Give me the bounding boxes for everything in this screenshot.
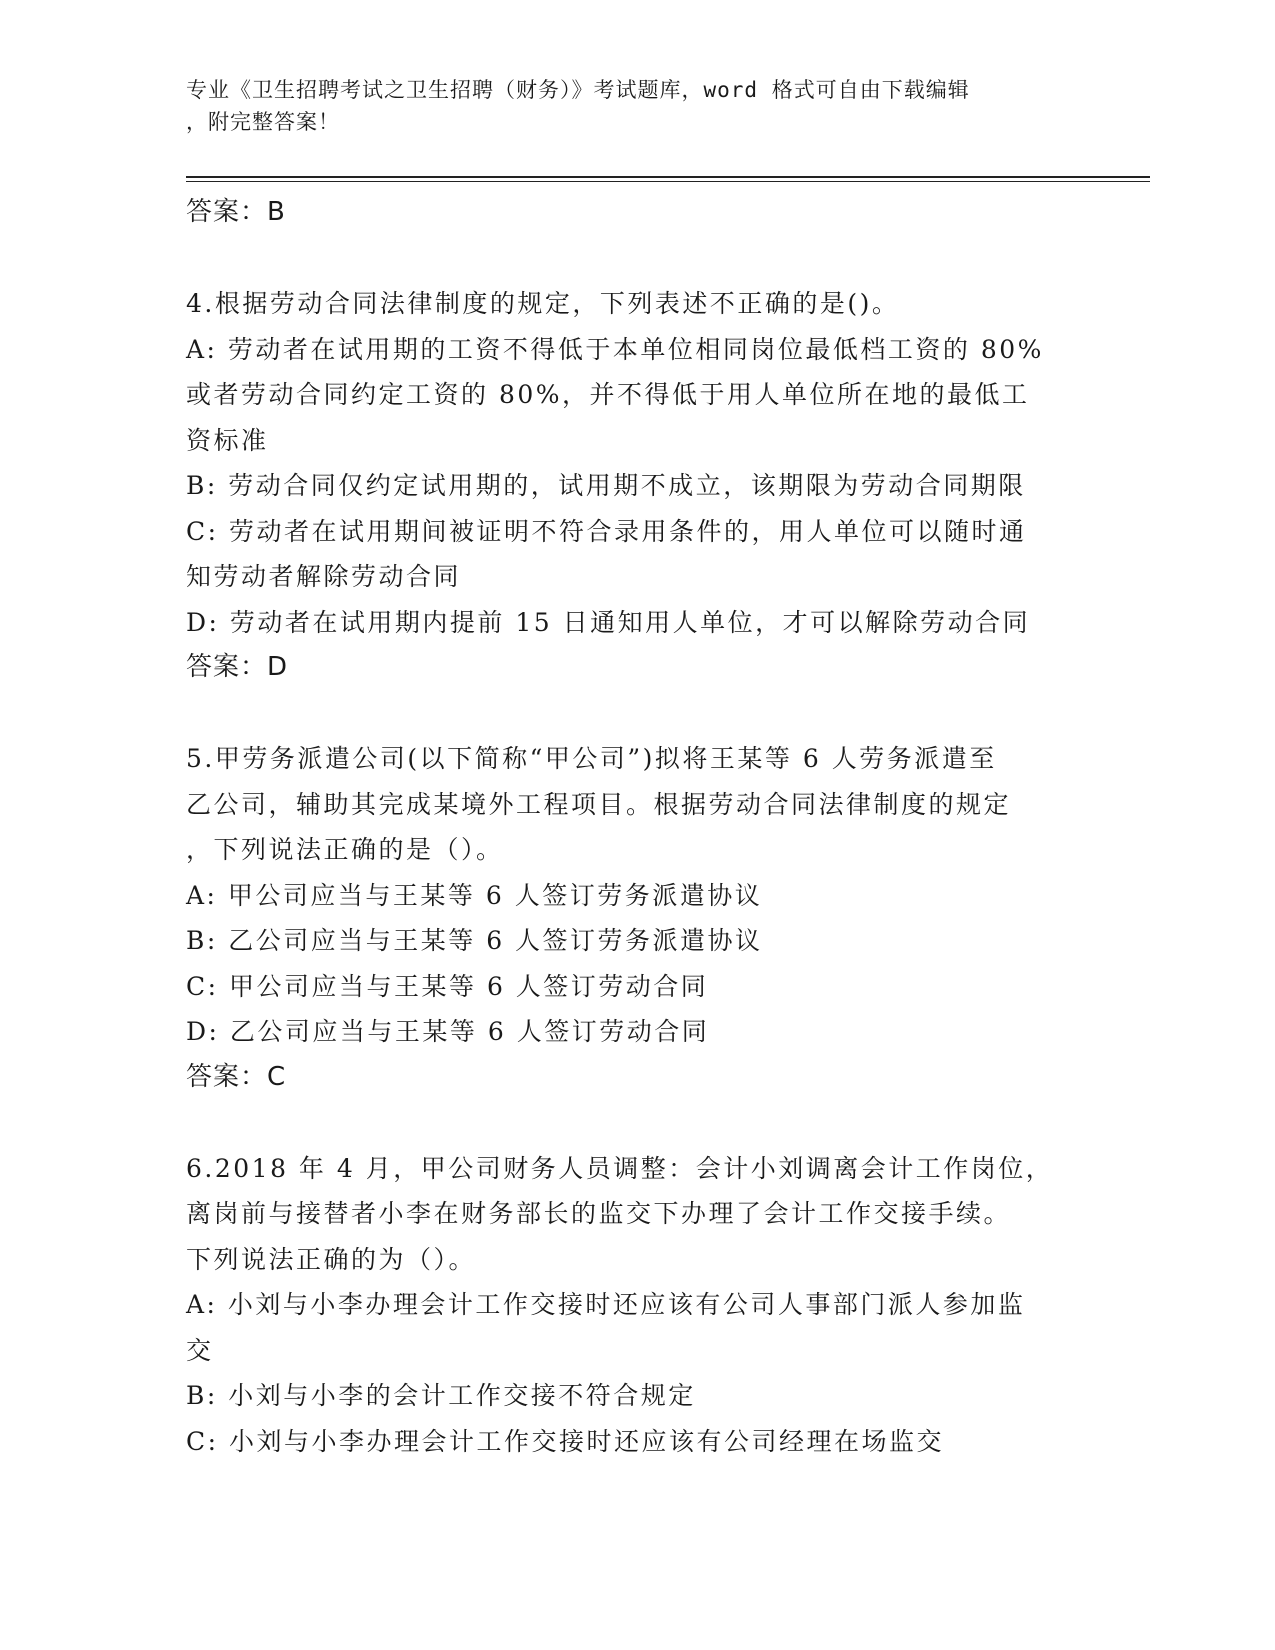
question-4 (186, 281, 1086, 691)
spacer (186, 1100, 1086, 1146)
option-b: B: 小刘与小李的会计工作交接不符合规定 (186, 1381, 696, 1410)
document-body (186, 190, 1086, 1464)
spacer (186, 691, 1086, 737)
option-a-cont: 或者劳动合同约定工资的 80%，并不得低于用人单位所在地的最低工 (186, 380, 1030, 409)
option-c: C: 甲公司应当与王某等 6 人签订劳动合同 (186, 971, 709, 1001)
question-stem-cont: ，下列说法正确的是（）。 (186, 835, 504, 864)
question-stem: 4.根据劳动合同法律制度的规定，下列表述不正确的是()。 (186, 289, 900, 318)
question-5 (186, 736, 1086, 1100)
header-line-2: ，附完整答案！ (186, 110, 340, 134)
option-a: A: 甲公司应当与王某等 6 人签订劳务派遣协议 (186, 880, 763, 910)
answer: 答案：D (186, 652, 289, 682)
header-rule-thick (186, 176, 1150, 178)
question-stem: 6.2018 年 4 月，甲公司财务人员调整：会计小刘调离会计工作岗位， (186, 1153, 1054, 1183)
answer-previous: 答案：B (186, 197, 286, 227)
option-a: A: 小刘与小李办理会计工作交接时还应该有公司人事部门派人参加监 (186, 1290, 1026, 1319)
option-a-cont: 资标准 (186, 425, 269, 455)
option-c: C: 小刘与小李办理会计工作交接时还应该有公司经理在场监交 (186, 1426, 945, 1456)
option-b: B: 劳动合同仅约定试用期的，试用期不成立，该期限为劳动合同期限 (186, 471, 1026, 500)
spacer (186, 236, 1086, 282)
question-stem-cont: 下列说法正确的为（）。 (186, 1244, 477, 1274)
document-header (186, 74, 1066, 138)
header-rule-thin (186, 181, 1150, 182)
question-stem-cont: 乙公司，辅助其完成某境外工程项目。根据劳动合同法律制度的规定 (186, 789, 1012, 819)
option-c: C: 劳动者在试用期间被证明不符合录用条件的，用人单位可以随时通 (186, 516, 1027, 546)
header-line-1: 专业《卫生招聘考试之卫生招聘（财务）》考试题库，word 格式可自由下载编辑 (186, 78, 970, 102)
answer: 答案：C (186, 1061, 287, 1092)
option-a: A: 劳动者在试用期的工资不得低于本单位相同岗位最低档工资的 80% (186, 334, 1044, 364)
option-c-cont: 知劳动者解除劳动合同 (186, 562, 462, 591)
option-d: D: 劳动者在试用期内提前 15 日通知用人单位，才可以解除劳动合同 (186, 607, 1031, 637)
question-6 (186, 1146, 1086, 1465)
option-d: D: 乙公司应当与王某等 6 人签订劳动合同 (186, 1017, 710, 1046)
question-stem: 5.甲劳务派遣公司(以下简称“甲公司”)拟将王某等 6 人劳务派遣至 (186, 744, 997, 773)
question-stem-cont: 离岗前与接替者小李在财务部长的监交下办理了会计工作交接手续。 (186, 1199, 1012, 1228)
option-b: B: 乙公司应当与王某等 6 人签订劳务派遣协议 (186, 926, 763, 955)
option-a-cont: 交 (186, 1335, 214, 1365)
